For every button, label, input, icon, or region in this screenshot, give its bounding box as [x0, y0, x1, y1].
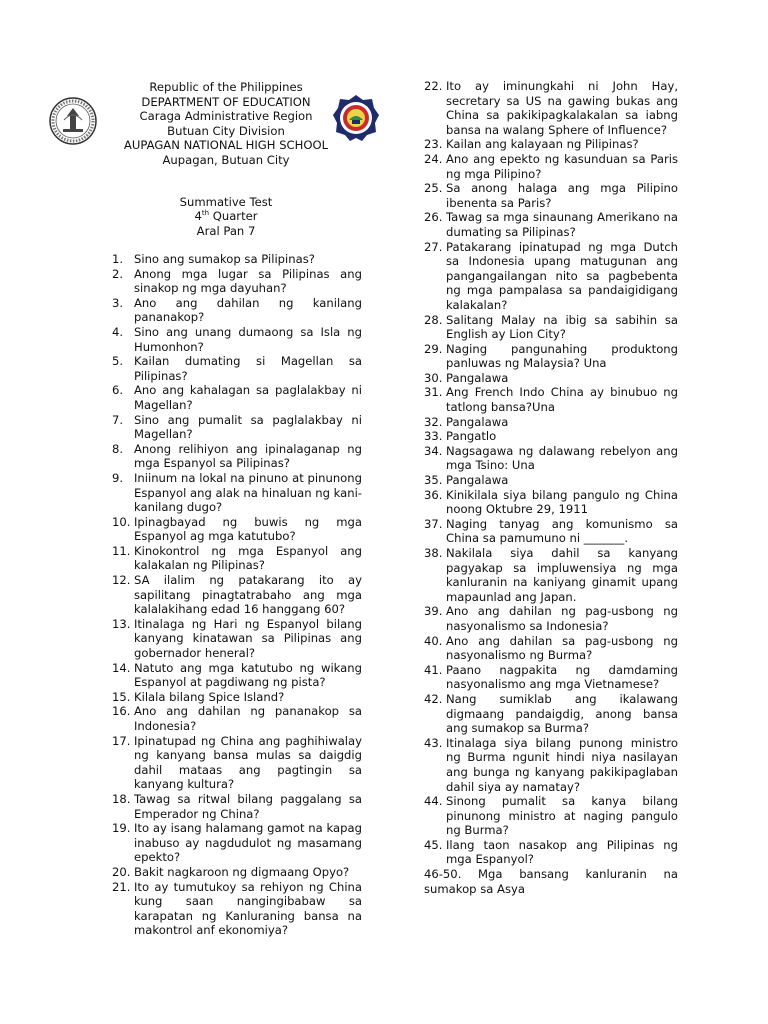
question-text: Ano ang dahilan ng kanilang pananakop?: [134, 295, 362, 325]
question-text: Salitang Malay na ibig sa sabihin sa English ay Lion City?: [446, 312, 678, 342]
test-type: Summative Test: [179, 195, 273, 209]
question-number: 24.: [424, 151, 443, 166]
question-text: Sa anong halaga ang mga Pilipino ibenenta sa Paris?: [446, 181, 678, 210]
question-number: 33.: [424, 429, 443, 444]
question-text: Ipinatupad ng China ang paghihiwalay ng kanyang bansa mulas sa daigdig dahil mataas ang pagtingin sa kanyang kultura?: [134, 733, 362, 792]
question-number: 43.: [424, 735, 443, 750]
question-item: [424, 634, 678, 663]
question-number: 39.: [424, 604, 443, 619]
question-number: 34.: [424, 443, 443, 458]
school-name: AUPAGAN NATIONAL HIGH SCHOOL: [123, 138, 329, 152]
question-number: 11.: [112, 543, 131, 558]
question-text: Pangalawa: [446, 473, 509, 488]
region-line: Caraga Administrative Region: [139, 109, 313, 123]
question-number: 40.: [424, 633, 443, 648]
question-text: Itinalaga siya bilang punong ministro ng Burma ngunit hindi niya nasilayan ang bunga ng kanyang pakikipaglaban dahil siya ay namatay?: [446, 735, 678, 794]
question-item: [424, 313, 678, 342]
question-item: [112, 544, 362, 573]
question-item: [424, 371, 678, 386]
question-text: SA ilalim ng patakarang ito ay sapilitang pinagtatrabaho ang mga kalalakihang edad 16 hanggang 60?: [134, 573, 362, 617]
question-number: 9.: [112, 470, 124, 485]
quarter-suffix: th: [201, 209, 210, 218]
question-item: [424, 181, 678, 210]
question-number: 13.: [112, 616, 131, 631]
question-number: 31.: [424, 385, 443, 400]
question-number: 6.: [112, 383, 124, 398]
final-item: 46-50. Mga bansang kanluranin na sumakop sa Asya: [424, 867, 678, 896]
question-item: [112, 442, 362, 471]
question-item: [424, 415, 678, 430]
question-item: [424, 79, 678, 137]
question-number: 19.: [112, 821, 131, 836]
question-item: [112, 880, 362, 938]
question-text: Iniinum na lokal na pinuno at pinunong Espanyol ang alak na hinaluan ng kani-kanilang dugo?: [134, 470, 362, 515]
question-text: Bakit nagkaroon ng digmaang Opyo?: [134, 864, 350, 879]
question-text: Ano ang dahilan ng pag-usbong ng nasyonalismo sa Indonesia?: [446, 604, 678, 633]
question-number: 2.: [112, 266, 124, 281]
question-text: Paano nagpakita ng damdaming nasyonalismo ang mga Vietnamese?: [446, 662, 678, 692]
division-line: Butuan City Division: [167, 123, 285, 138]
question-item: [112, 413, 362, 442]
question-item: [424, 488, 678, 517]
question-item: [424, 240, 678, 313]
letterhead: [108, 80, 344, 167]
subject-label: Aral Pan 7: [196, 223, 256, 238]
question-number: 30.: [424, 370, 443, 385]
question-item: [424, 342, 678, 371]
question-number: 35.: [424, 473, 443, 488]
republic-line: Republic of the Philippines: [149, 80, 303, 94]
question-item: [112, 690, 362, 705]
question-number: 4.: [112, 324, 124, 339]
question-item: [112, 296, 362, 325]
question-item: [424, 663, 678, 692]
question-text: Natuto ang mga katutubo ng wikang Espanyol at pagdiwang ng pista?: [134, 660, 362, 690]
question-text: Ipinagbayad ng buwis ng mga Espanyol ag mga katutubo?: [134, 514, 362, 544]
question-number: 21.: [112, 879, 131, 894]
question-text: Ano ang dahilan ng pananakop sa Indonesia?: [134, 704, 362, 733]
question-item: [424, 429, 678, 444]
question-text: Ito ay isang halamang gamot na kapag inabuso ay nagdudulot ng masamang epekto?: [134, 821, 362, 865]
question-text: Kinokontrol ng mga Espanyol ang kalakalan ng Pilipinas?: [134, 543, 362, 573]
question-text: Sino ang pumalit sa paglalakbay ni Magellan?: [134, 412, 362, 442]
question-item: [112, 325, 362, 354]
question-item: [424, 444, 678, 473]
question-text: Sino ang unang dumaong sa Isla ng Humonhon?: [134, 324, 362, 354]
question-number: 26.: [424, 210, 443, 225]
question-number: 36.: [424, 487, 443, 502]
deped-seal-icon: [48, 96, 98, 146]
question-text: Ano ang epekto ng kasunduan sa Paris ng mga Pilipino?: [446, 151, 678, 181]
question-item: [112, 471, 362, 515]
right-question-items: [424, 79, 678, 867]
question-item: [112, 792, 362, 821]
test-title-block: [108, 195, 344, 238]
question-item: [112, 354, 362, 383]
question-text: Naging tanyag ang komunismo sa China sa pamumuno ni _______.: [446, 516, 678, 546]
question-number: 22.: [424, 79, 443, 93]
question-number: 8.: [112, 441, 124, 456]
question-number: 29.: [424, 341, 443, 356]
question-number: 7.: [112, 412, 124, 427]
question-number: 25.: [424, 181, 443, 196]
right-question-list: [424, 79, 678, 896]
question-number: 20.: [112, 864, 131, 879]
question-item: [112, 704, 362, 733]
quarter-label: [108, 209, 344, 223]
question-number: 3.: [112, 295, 124, 310]
question-text: Ito ay tumutukoy sa rehiyon ng China kung saan nangingibabaw sa karapatan ng Kanluraning bansa na makontrol anf ekonomiya?: [134, 879, 362, 938]
question-text: Ano ang dahilan sa pag-usbong ng nasyonalismo ng Burma?: [446, 633, 678, 663]
question-text: Sinong pumalit sa kanya bilang pinunong ministro at naging pangulo ng Burma?: [446, 794, 678, 838]
question-text: Ilang taon nasakop ang Pilipinas ng mga Espanyol?: [446, 837, 678, 867]
question-item: [112, 573, 362, 617]
question-text: Nang sumiklab ang ikalawang digmaang pandaigdig, anong bansa ang sumakop sa Burma?: [446, 691, 678, 736]
question-text: Kailan ang kalayaan ng Pilipinas?: [446, 137, 639, 152]
question-number: 44.: [424, 794, 443, 809]
question-number: 27.: [424, 239, 443, 254]
question-item: [424, 210, 678, 239]
question-item: [424, 517, 678, 546]
question-item: [424, 692, 678, 736]
question-item: [424, 604, 678, 633]
question-item: [112, 821, 362, 865]
question-item: [112, 617, 362, 661]
question-text: Anong relihiyon ang ipinalaganap ng mga Espanyol sa Pilipinas?: [134, 441, 362, 471]
question-text: Sino ang sumakop sa Pilipinas?: [134, 252, 315, 266]
question-number: 5.: [112, 354, 124, 369]
question-number: 41.: [424, 662, 443, 677]
question-item: [424, 473, 678, 488]
question-text: Nakilala siya dahil sa kanyang pagyakap sa impluwensiya ng mga kanluranin na kaniyang ginamit upang mapaunlad ang Japan.: [446, 546, 678, 604]
question-text: Tawag sa mga sinaunang Amerikano na dumating sa Pilipinas?: [446, 210, 678, 239]
question-item: [424, 546, 678, 604]
quarter-number: 4: [194, 209, 202, 224]
question-number: 17.: [112, 733, 131, 748]
question-item: [112, 515, 362, 544]
question-number: 1.: [112, 252, 124, 266]
question-number: 18.: [112, 791, 131, 806]
question-number: 16.: [112, 704, 131, 719]
question-item: [112, 865, 362, 880]
question-number: 42.: [424, 691, 443, 706]
question-text: Ito ay iminungkahi ni John Hay, secretary sa US na gawing bukas ang China sa pakikipagkalakalan sa iabng bansa na walang Sphere of Influence?: [446, 79, 678, 137]
question-text: Ano ang kahalagan sa paglalakbay ni Magellan?: [134, 383, 362, 412]
question-item: [424, 838, 678, 867]
question-item: [112, 267, 362, 296]
school-address: Aupagan, Butuan City: [162, 152, 290, 167]
question-number: 10.: [112, 514, 131, 529]
quarter-word: Quarter: [209, 209, 258, 224]
question-text: Ang French Indo China ay binubuo ng tatlong bansa?Una: [446, 385, 678, 415]
question-number: 23.: [424, 137, 443, 152]
question-number: 38.: [424, 546, 443, 560]
question-text: Kinikilala siya bilang pangulo ng China noong Oktubre 29, 1911: [446, 487, 678, 517]
question-text: Naging pangunahing produktong panluwas ng Malaysia? Una: [446, 341, 678, 371]
question-number: 14.: [112, 660, 131, 675]
question-text: Anong mga lugar sa Pilipinas ang sinakop ng mga dayuhan?: [134, 266, 362, 296]
left-question-list: [112, 252, 362, 938]
question-item: [424, 794, 678, 838]
question-item: [112, 661, 362, 690]
question-text: Pangatlo: [446, 429, 497, 444]
question-item: [424, 137, 678, 152]
question-item: [424, 736, 678, 794]
question-text: Kilala bilang Spice Island?: [134, 689, 285, 704]
question-item: [112, 734, 362, 792]
question-text: Tawag sa ritwal bilang paggalang sa Emperador ng China?: [134, 791, 362, 821]
question-item: [424, 385, 678, 414]
question-text: Pangalawa: [446, 370, 509, 385]
question-text: Patakarang ipinatupad ng mga Dutch sa Indonesia upang matugunan ang pangangailangan nito sa pagbebenta ng mga pampalasa sa pandaigidigang kalakalan?: [446, 239, 678, 312]
question-number: 37.: [424, 516, 443, 531]
question-number: 32.: [424, 414, 443, 429]
question-number: 45.: [424, 837, 443, 852]
question-item: [112, 383, 362, 412]
question-number: 12.: [112, 573, 131, 588]
department-line: DEPARTMENT OF EDUCATION: [141, 94, 311, 109]
question-text: Pangalawa: [446, 414, 509, 429]
question-text: Nagsagawa ng dalawang rebelyon ang mga Tsino: Una: [446, 443, 678, 473]
question-number: 28.: [424, 312, 443, 327]
question-item: [424, 152, 678, 181]
question-text: Kailan dumating si Magellan sa Pilipinas?: [134, 354, 362, 383]
question-item: [112, 252, 362, 267]
question-number: 15.: [112, 689, 131, 704]
question-text: Itinalaga ng Hari ng Espanyol bilang kanyang kinatawan sa Pilipinas ang gobernador heneral?: [134, 616, 362, 661]
